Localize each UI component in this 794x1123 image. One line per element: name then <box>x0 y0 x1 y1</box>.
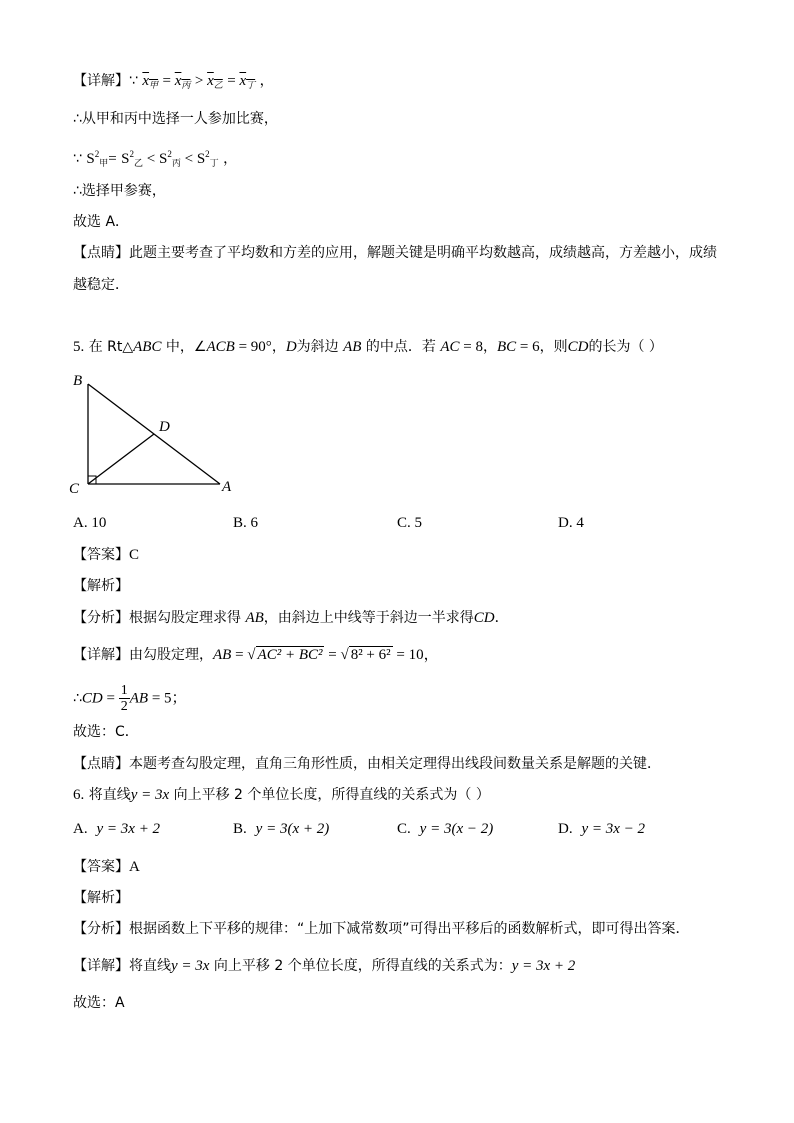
mean-ding: $x_丁$ <box>239 73 256 90</box>
q6-answer: 【答案】A <box>73 859 140 875</box>
dianjing-tag: 【点睛】 <box>73 245 129 261</box>
p4-line2-text: 从甲和丙中选择一人参加比赛， <box>81 111 278 127</box>
mean-bing: $x_丙$ <box>174 73 191 90</box>
q5-dianjing: 【点睛】本题考查勾股定理，直角三角形性质，由相关定理得出线段间数量关系是解题的关键． <box>73 756 661 772</box>
q5-xiangjie: 【详解】由勾股定理，AB = √ AC² + BC² = √ 8² + 6² = 10， <box>73 647 439 663</box>
q6-option-b: B. y = 3(x + 2) <box>233 821 330 837</box>
q6-option-c: C. y = 3(x − 2) <box>397 821 494 837</box>
q6-option-a: A. y = 3x + 2 <box>73 821 161 837</box>
p4-dianjing-cont: 越稳定． <box>73 277 129 293</box>
radicand-2: 8² + 6² <box>350 647 391 663</box>
q6-stem: 6. 将直线y = 3x 向上平移 2 个单位长度，所得直线的关系式为（ ） <box>73 787 490 803</box>
q5-option-b: B. 6 <box>233 515 259 531</box>
label-a: A <box>222 479 232 495</box>
q5-option-d: D. 4 <box>558 515 584 531</box>
q6-fenxi: 【分析】根据函数上下平移的规律：“上加下减常数项”可得出平移后的函数解析式，即可得出答案． <box>73 921 690 937</box>
q5-jiexi: 【解析】 <box>73 578 129 594</box>
q5-choice: 故选：C． <box>73 724 139 740</box>
mean-jia: $x_甲$ <box>142 73 159 90</box>
p4-detail-line2: ∴从甲和丙中选择一人参加比赛， <box>73 111 278 127</box>
p4-detail-line3: ∵ $S^2_甲= S^2_乙 < S^2_丙 < S^2_丁$ ， <box>73 149 238 168</box>
label-d: D <box>159 419 170 435</box>
q6-option-d: D. y = 3x − 2 <box>558 821 646 837</box>
xiangjie-tag: 【详解】 <box>73 73 129 89</box>
q6-choice: 故选：A <box>73 995 125 1011</box>
p4-choice: 故选 A． <box>73 214 130 230</box>
fraction-half: $\frac{1}{2}$ <box>120 683 128 714</box>
label-c: C <box>69 481 80 497</box>
q5-stem: 5. 在 Rt△ABC 中，∠ACB = 90°，D为斜边 AB 的中点．若 AC = 8，BC = 6，则CD的长为（ ） <box>73 339 663 355</box>
p4-dianjing: 【点睛】此题主要考查了平均数和方差的应用，解题关键是明确平均数越高，成绩越高，方差越小，成绩 <box>73 245 717 261</box>
because-symbol: ∵ <box>129 73 138 89</box>
q6-jiexi: 【解析】 <box>73 890 129 906</box>
radicand-1: AC² + BC² <box>257 647 323 663</box>
segment-cd <box>88 434 154 484</box>
p4-detail-line1: 【详解】∵ $x_甲 = x_丙 > x_乙 = x_丁$ ， <box>73 73 274 90</box>
right-triangle-figure <box>66 368 246 500</box>
p4-line4-text: 选择甲参赛， <box>81 183 166 199</box>
q5-option-a: A. 10 <box>73 515 107 531</box>
q6-xiangjie: 【详解】将直线y = 3x 向上平移 2 个单位长度，所得直线的关系式为：y = 3x + 2 <box>73 958 576 974</box>
q5-fenxi: 【分析】根据勾股定理求得 AB，由斜边上中线等于斜边一半求得CD． <box>73 610 509 626</box>
q5-answer: 【答案】C <box>73 547 140 563</box>
p4-detail-line4: ∴选择甲参赛， <box>73 183 166 199</box>
mean-yi: $x_乙$ <box>207 73 223 90</box>
q5-option-c: C. 5 <box>397 515 423 531</box>
q5-cd-line: ∴CD = $\frac{1}{2}$ AB = 5； <box>73 683 187 714</box>
label-b: B <box>73 373 83 389</box>
